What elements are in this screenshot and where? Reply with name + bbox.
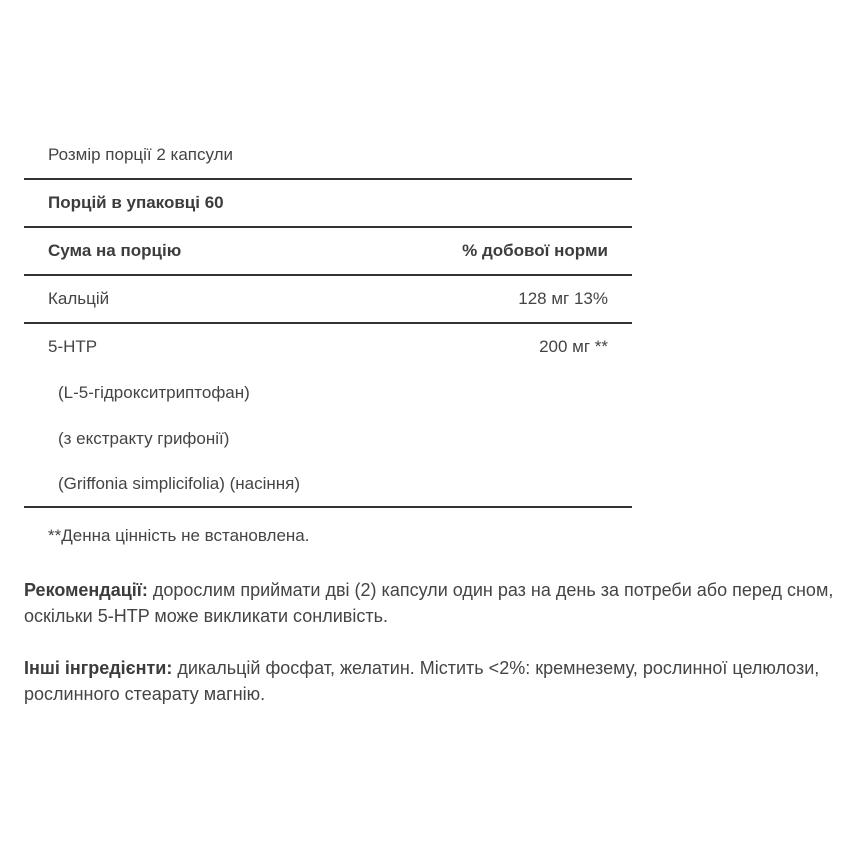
sub-line-text: (L-5-гідрокситриптофан) bbox=[58, 383, 250, 402]
sub-line bbox=[24, 462, 632, 508]
header-amount: Сума на порцію bbox=[48, 241, 182, 260]
nutrient-value: 200 мг ** bbox=[539, 337, 608, 356]
nutrient-value: 128 мг 13% bbox=[518, 289, 608, 308]
table-row bbox=[24, 324, 632, 370]
footnote: **Денна цінність не встановлена. bbox=[48, 526, 310, 545]
table-header-row bbox=[24, 228, 632, 276]
table-row bbox=[24, 276, 632, 324]
header-daily-value: % добової норми bbox=[462, 241, 608, 260]
other-ingredients-label: Інші інгредієнти: bbox=[24, 658, 173, 678]
serving-size-text: Розмір порції 2 капсули bbox=[48, 145, 234, 164]
servings-per-container-text: Порцій в упаковці 60 bbox=[48, 193, 224, 212]
sub-line-text: (Griffonia simplicifolia) (насіння) bbox=[58, 474, 301, 493]
nutrient-name: 5-HTP bbox=[48, 337, 98, 356]
other-ingredients-text: дикальцій фосфат, желатин. Містить <2%: кремнезему, рослинної целюлози, рослинного стеарату магнію. bbox=[24, 658, 820, 704]
servings-per-container-row bbox=[24, 180, 632, 228]
serving-size-row bbox=[24, 132, 632, 180]
other-ingredients-paragraph bbox=[24, 655, 844, 707]
recommendations-label: Рекомендації: bbox=[24, 580, 148, 600]
supplement-facts-table bbox=[24, 132, 632, 508]
sub-line bbox=[24, 416, 632, 462]
sub-line-text: (з екстракту грифонії) bbox=[58, 429, 230, 448]
recommendations-paragraph bbox=[24, 577, 844, 629]
nutrient-name: Кальцій bbox=[48, 289, 110, 308]
recommendations-text: дорослим приймати дві (2) капсули один раз на день за потреби або перед сном, оскільки 5-HTP може викликати сонливість. bbox=[24, 580, 834, 626]
sub-line bbox=[24, 370, 632, 416]
